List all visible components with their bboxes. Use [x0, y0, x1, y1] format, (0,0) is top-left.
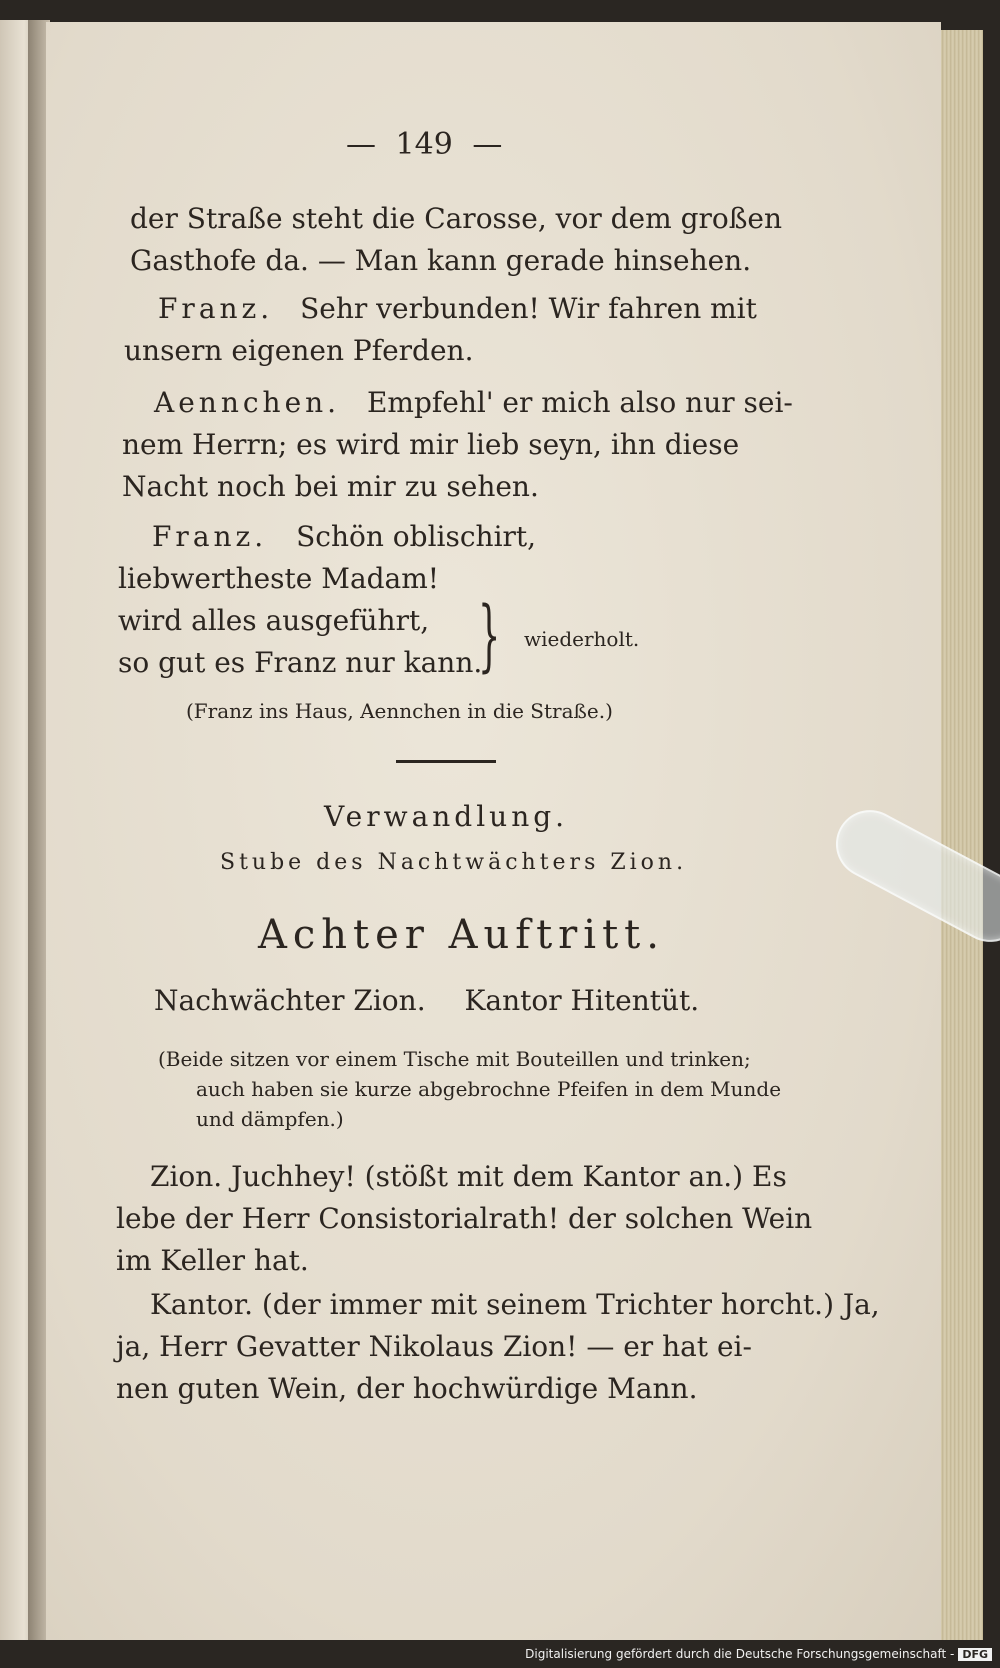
- dialogue-line: im Keller hat.: [116, 1244, 309, 1277]
- song-line: so gut es Franz nur kann.: [118, 646, 483, 679]
- dialogue-line: [154, 386, 793, 420]
- stage-direction: (Beide sitzen vor einem Tische mit Bouteillen und trinken;: [158, 1047, 751, 1071]
- scene-title: Achter Auftritt.: [258, 912, 665, 958]
- speaker-name: Franz.: [152, 520, 268, 553]
- character-name: Nachwächter Zion.: [154, 984, 426, 1017]
- scene-setting: Stube des Nachtwächters Zion.: [220, 850, 688, 875]
- scene-change: Verwandlung.: [324, 800, 569, 833]
- song-line: [152, 520, 536, 554]
- song-line: liebwertheste Madam!: [118, 562, 440, 595]
- song-line: wird alles ausgeführt,: [118, 604, 430, 637]
- curly-brace-icon: }: [478, 591, 501, 681]
- page-number: — 149 —: [346, 127, 503, 162]
- dialogue-line: lebe der Herr Consistorialrath! der solchen Wein: [116, 1202, 813, 1235]
- dialogue-line: Zion. Juchhey! (stößt mit dem Kantor an.) Es: [150, 1160, 787, 1193]
- character-name: Kantor Hitentüt.: [464, 984, 700, 1017]
- dialogue-line: ja, Herr Gevatter Nikolaus Zion! — er hat ei-: [116, 1330, 752, 1363]
- dialogue-line: Kantor. (der immer mit seinem Trichter horcht.) Ja,: [150, 1288, 880, 1321]
- speech-text: Sehr verbunden! Wir fahren mit: [300, 292, 757, 325]
- dialogue-line: [158, 292, 818, 326]
- text-line: unsern eigenen Pferden.: [124, 334, 474, 367]
- stage-direction: und dämpfen.): [196, 1107, 344, 1131]
- repeat-note: wiederholt.: [524, 627, 640, 651]
- footer-credit: [525, 1644, 992, 1664]
- footer-text: Digitalisierung gefördert durch die Deutsche Forschungsgemeinschaft -: [525, 1647, 955, 1661]
- stage-direction: auch haben sie kurze abgebrochne Pfeifen in dem Munde: [196, 1077, 782, 1101]
- text-line: Nacht noch bei mir zu sehen.: [122, 470, 539, 503]
- text-line: nem Herrn; es wird mir lieb seyn, ihn diese: [122, 428, 740, 461]
- dfg-logo-icon: DFG: [958, 1648, 992, 1661]
- dialogue-line: nen guten Wein, der hochwürdige Mann.: [116, 1372, 698, 1405]
- text-line: Gasthofe da. — Man kann gerade hinsehen.: [130, 244, 752, 277]
- text-line: der Straße steht die Carosse, vor dem großen: [130, 202, 783, 235]
- song-text: Schön oblischirt,: [296, 520, 537, 553]
- section-divider: [396, 760, 496, 763]
- stage-direction: (Franz ins Haus, Aennchen in die Straße.): [186, 699, 613, 723]
- speech-text: Empfehl' er mich also nur sei-: [366, 386, 793, 419]
- characters-line: [154, 984, 699, 1018]
- speaker-name: Aennchen.: [154, 386, 341, 419]
- book-page: [46, 22, 941, 1640]
- speaker-name: Franz.: [158, 292, 274, 325]
